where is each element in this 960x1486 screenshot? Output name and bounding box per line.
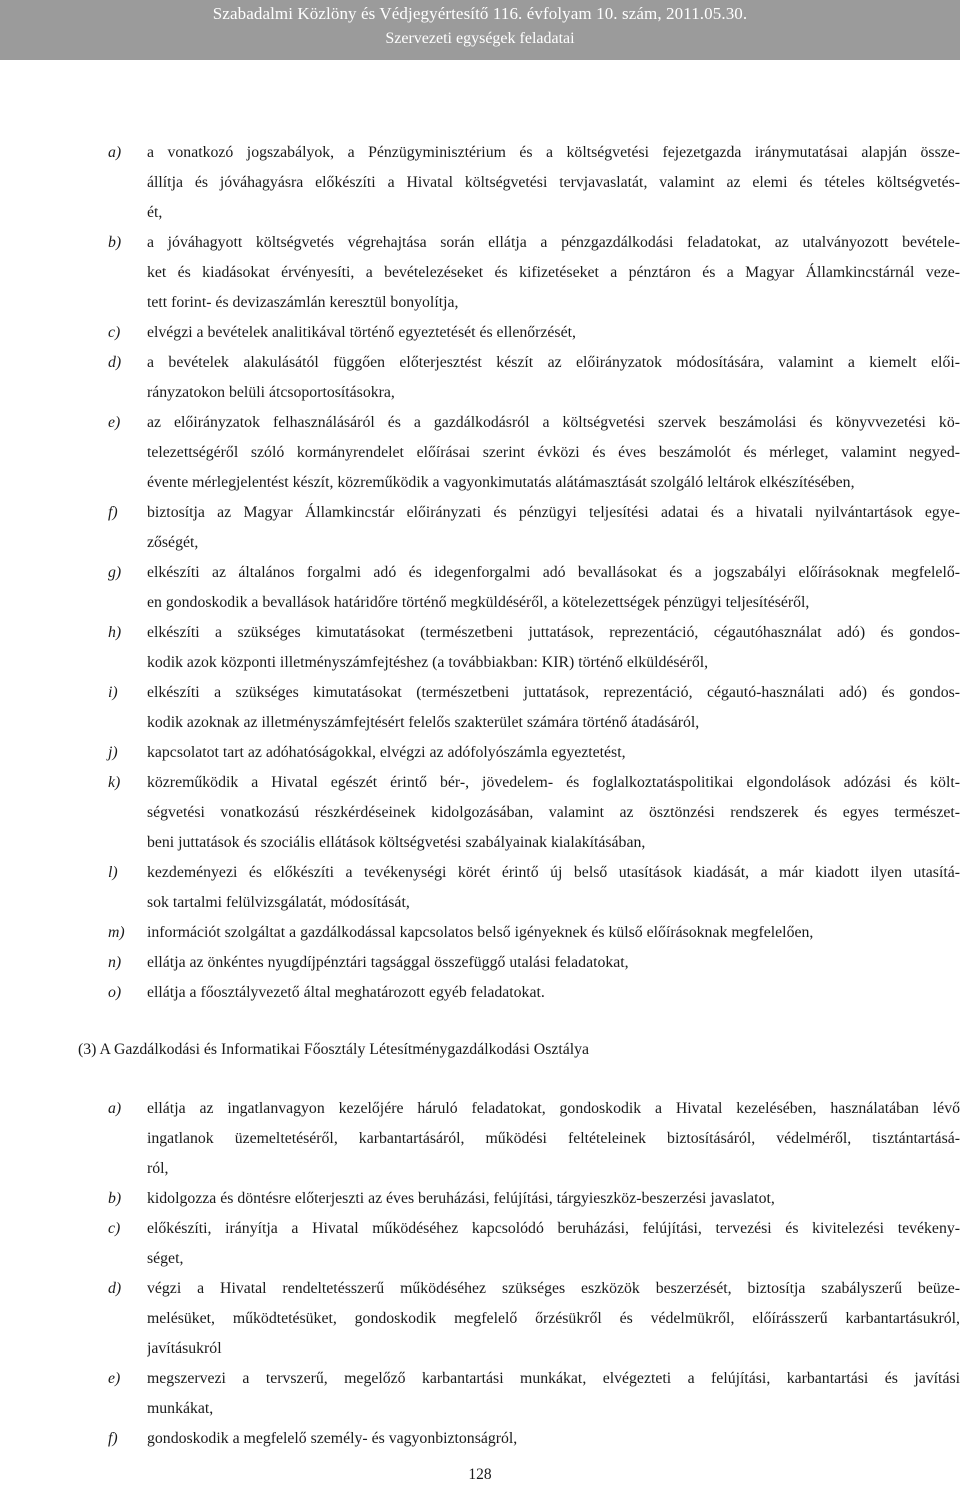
text-line: a bevételek alakulásától függően előterjesztést készít az előirányzatok módosítására, valamint a kiemelt elői- — [147, 354, 960, 371]
text-line: végzi a Hivatal rendeltetésszerű működéséhez szükséges eszközök beszerzését, biztosítja szabályszerű beüze- — [147, 1280, 960, 1297]
list-marker: n) — [108, 954, 122, 971]
text-line: a jóváhagyott költségvetés végrehajtása során ellátja a pénzgazdálkodási feladatokat, az utalványozott bevétele- — [147, 234, 960, 251]
text-line: ellátja a főosztályvezető által meghatározott egyéb feladatokat. — [147, 984, 545, 1001]
text-line: ségvetési vonatkozású részkérdéseinek kidolgozásában, valamint az ösztönzési rendszerek és egyes természet- — [147, 804, 960, 821]
text-line: telezettségéről szóló kormányrendelet előírásai szerint évközi és éves beszámolót és mérleget, valamint negyed- — [147, 444, 960, 461]
list-marker: b) — [108, 234, 122, 251]
text-line: rányzatokon belüli átcsoportosításokra, — [147, 384, 395, 401]
text-line: en gondoskodik a bevallások határidőre történő megküldéséről, a kötelezettségek pénzügyi teljesítéséről, — [147, 594, 810, 611]
text-line: ról, — [147, 1160, 169, 1177]
list-marker: b) — [108, 1190, 122, 1207]
text-line: munkákat, — [147, 1400, 214, 1417]
text-line: évente mérlegjelentést készít, közreműködik a vagyonkimutatás alátámasztását szolgáló leltárok elkészítésében, — [147, 474, 855, 491]
text-line: ellátja az önkéntes nyugdíjpénztári tagsággal összefüggő utalási feladatokat, — [147, 954, 629, 971]
text-line: ket és kiadásokat érvényesíti, a bevételezéseket és kifizetéseket a pénztáron és a Magyar Államkincstárnál veze- — [147, 264, 960, 281]
list-marker: c) — [108, 324, 121, 341]
text-line: elkészíti a szükséges kimutatásokat (természetbeni juttatások, reprezentáció, cégautó-használati adó) és gondos- — [147, 684, 960, 701]
list-marker: d) — [108, 354, 122, 371]
text-line: elkészíti az általános forgalmi adó és idegenforgalmi adó bevallásokat és a jogszabályi előírásoknak megfelelő- — [147, 564, 960, 581]
list-marker: e) — [108, 414, 121, 431]
text-line: tett forint- és devizaszámlán keresztül bonyolítja, — [147, 294, 459, 311]
text-line: a vonatkozó jogszabályok, a Pénzügyminisztérium és a költségvetési fejezetgazda iránymutatásai alapján össze- — [147, 144, 960, 161]
text-line: zőségét, — [147, 534, 199, 551]
list-marker: l) — [108, 864, 118, 881]
text-line: kidolgozza és döntésre előterjeszti az éves beruházási, felújítási, tárgyieszköz-beszerzési javaslatot, — [147, 1190, 775, 1207]
list-marker: a) — [108, 1100, 122, 1117]
page-number: 128 — [468, 1466, 492, 1483]
text-line: kapcsolatot tart az adóhatóságokkal, elvégzi az adófolyószámla egyeztetést, — [147, 744, 626, 761]
text-line: kodik azok központi illetményszámfejtéshez (a továbbiakban: KIR) történő elküldéséről, — [147, 654, 709, 671]
section-heading: (3) A Gazdálkodási és Informatikai Főosztály Létesítménygazdálkodási Osztálya — [78, 1041, 590, 1058]
page-header — [0, 0, 960, 60]
text-line: séget, — [147, 1250, 184, 1267]
text-line: javításukról — [147, 1340, 222, 1357]
list-marker: g) — [108, 564, 122, 581]
list-marker: f) — [108, 504, 118, 521]
list-marker: h) — [108, 624, 122, 641]
header-title: Szabadalmi Közlöny és Védjegyértesítő 116. évfolyam 10. szám, 2011.05.30. — [212, 4, 748, 23]
text-line: gondoskodik a megfelelő személy- és vagyonbiztonságról, — [147, 1430, 518, 1447]
list-marker: m) — [108, 924, 125, 941]
text-line: melésüket, működtetésüket, gondoskodik megfelelő őrzésükről és védelmükről, előírásszerű karbantartásukról, — [147, 1310, 960, 1327]
text-line: ellátja az ingatlanvagyon kezelőjére háruló feladatokat, gondoskodik a Hivatal kezelésében, használatában lévő — [147, 1100, 960, 1117]
list-marker: o) — [108, 984, 122, 1001]
text-line: ét, — [147, 204, 163, 221]
text-line: biztosítja az Magyar Államkincstár előirányzati és pénzügyi teljesítési adatai és a hivatali nyilvántartások egye- — [147, 504, 960, 521]
text-line: közreműködik a Hivatal egészét érintő bér-, jövedelem- és foglalkoztatáspolitikai elgondolások adózási és költ- — [147, 774, 960, 791]
text-line: állítja és jóváhagyásra előkészíti a Hivatal költségvetési tervjavaslatát, valamint az elemi és tételes költségvetés- — [147, 174, 960, 191]
list-marker: f) — [108, 1430, 118, 1447]
list-marker: k) — [108, 774, 121, 791]
text-line: előkészíti, irányítja a Hivatal működéséhez kapcsolódó beruházási, felújítási, tervezési és kivitelezési tevékeny- — [147, 1220, 960, 1237]
text-line: elkészíti a szükséges kimutatásokat (természetbeni juttatások, reprezentáció, cégautóhasználat adó) és gondos- — [147, 624, 960, 641]
list-marker: i) — [108, 684, 118, 701]
list-marker: d) — [108, 1280, 122, 1297]
text-line: beni juttatások és szociális ellátások költségvetési szabályainak kialakításában, — [147, 834, 646, 851]
list-marker: j) — [108, 744, 118, 761]
text-line: elvégzi a bevételek analitikával történő egyeztetését és ellenőrzését, — [147, 324, 576, 341]
text-line: sok tartalmi felülvizsgálatát, módosítását, — [147, 894, 410, 911]
list-marker: e) — [108, 1370, 121, 1387]
list-marker: a) — [108, 144, 122, 161]
text-line: információt szolgáltat a gazdálkodással kapcsolatos belső igényeknek és külső előírásoknak megfelelően, — [147, 924, 814, 941]
header-subtitle: Szervezeti egységek feladatai — [385, 30, 575, 47]
text-line: megszervezi a tervszerű, megelőző karbantartási munkákat, elvégezteti a felújítási, karbantartási és javítási — [147, 1370, 960, 1387]
text-line: ingatlanok üzemeltetéséről, karbantartásáról, működési feltételeinek biztosításáról, védelméről, tisztántartásá- — [147, 1130, 960, 1147]
text-line: kezdeményezi és előkészíti a tevékenységi körét érintő új belső utasítások kiadását, a már kiadott ilyen utasítá- — [147, 864, 960, 881]
list-marker: c) — [108, 1220, 121, 1237]
text-line: az előirányzatok felhasználásáról és a gazdálkodásról a költségvetési szervek beszámolási és könyvvezetési kö- — [147, 414, 960, 431]
text-line: kodik azoknak az illetményszámfejtésért felelős szakterület számára történő átadásáról, — [147, 714, 700, 731]
